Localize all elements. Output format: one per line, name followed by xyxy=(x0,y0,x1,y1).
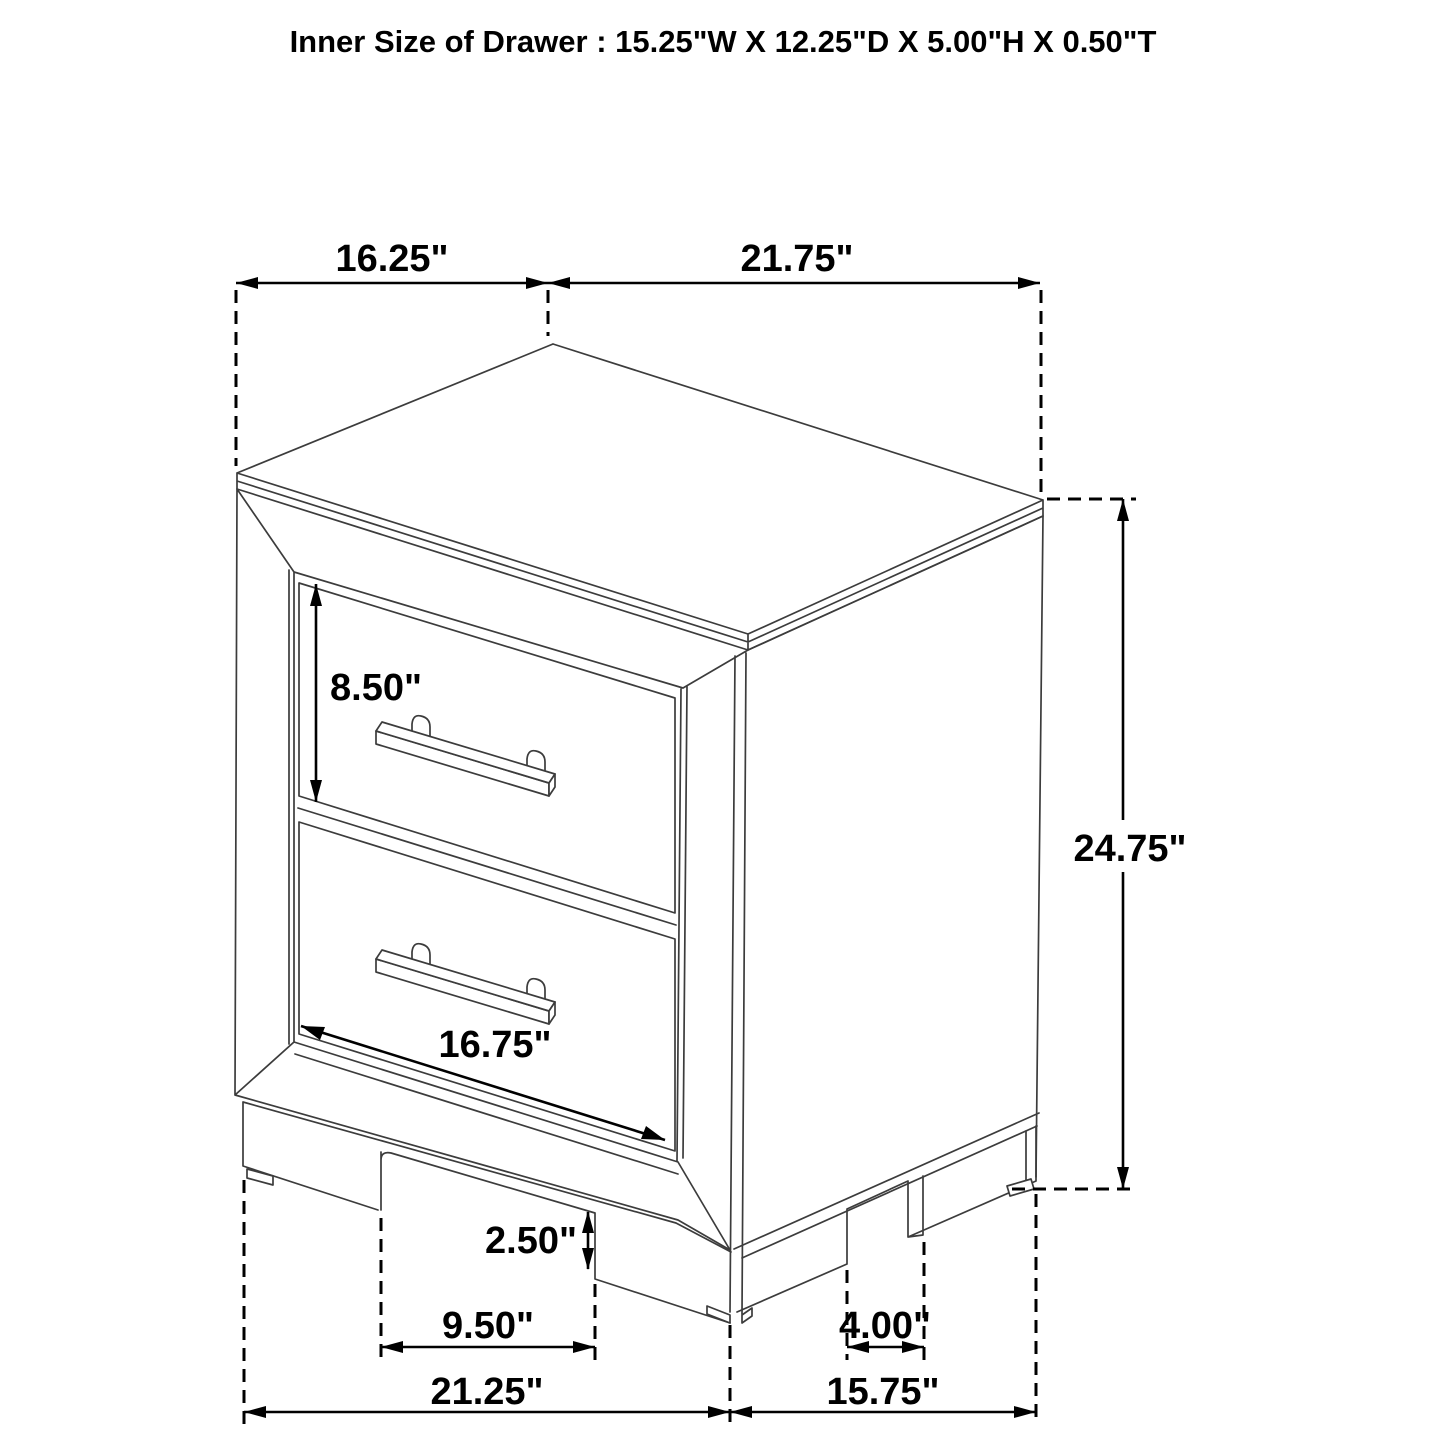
diagram-title: Inner Size of Drawer : 15.25"W X 12.25"D X 5.00"H X 0.50"T xyxy=(289,24,1157,59)
top-panel xyxy=(237,344,1043,650)
dim-label-front-width: 21.25" xyxy=(430,1371,544,1413)
dim-drawer-front-width xyxy=(301,1024,665,1140)
arrowhead xyxy=(573,1341,595,1353)
arrowhead xyxy=(236,277,258,289)
arrowhead xyxy=(381,1341,403,1353)
arrowhead xyxy=(310,780,322,802)
dim-label-top-right: 21.75" xyxy=(740,238,854,280)
dim-label-overall-height: 24.75" xyxy=(1073,828,1187,870)
arrowhead xyxy=(582,1248,594,1270)
arrowhead xyxy=(244,1406,266,1418)
handle-bar-front xyxy=(376,959,549,1024)
arrowhead xyxy=(730,1406,752,1418)
dim-label-front-cutout-width: 9.50" xyxy=(442,1305,534,1347)
front-frame xyxy=(235,489,748,1314)
nightstand-drawing xyxy=(235,344,1043,1323)
foot-glide-front-a xyxy=(707,1306,730,1323)
dim-label-side-depth: 15.75" xyxy=(826,1371,940,1413)
arrowhead xyxy=(1014,1406,1036,1418)
arrowhead xyxy=(548,277,570,289)
arrowhead xyxy=(582,1211,594,1233)
foot-glide-front-b xyxy=(742,1308,752,1323)
dim-label-side-cutout-width: 4.00" xyxy=(839,1305,931,1347)
arrowhead xyxy=(1018,277,1040,289)
handle-bar-front xyxy=(376,731,549,796)
drawer-handle-bottom xyxy=(376,944,555,1024)
dim-overall-height xyxy=(1012,499,1206,1189)
dim-base-width-and-depth xyxy=(244,1180,1036,1425)
dim-label-top-left: 16.25" xyxy=(335,238,449,280)
dim-label-cutout-height: 2.50" xyxy=(485,1220,577,1262)
dim-cutout-height xyxy=(485,1211,594,1270)
arrowhead xyxy=(526,277,548,289)
drawer-handle-top xyxy=(376,716,555,796)
arrowhead xyxy=(708,1406,730,1418)
dim-side-cutout-width xyxy=(839,1242,931,1360)
dim-label-drawer-height: 8.50" xyxy=(330,667,422,709)
arrowhead xyxy=(1117,1167,1129,1189)
arrowhead xyxy=(1117,499,1129,521)
dim-drawer-height xyxy=(310,584,422,802)
arrowhead xyxy=(641,1126,665,1140)
dim-top-width-and-depth xyxy=(236,238,1041,492)
dim-label-drawer-front-width: 16.75" xyxy=(438,1024,552,1066)
base-right-side xyxy=(737,1126,1036,1312)
